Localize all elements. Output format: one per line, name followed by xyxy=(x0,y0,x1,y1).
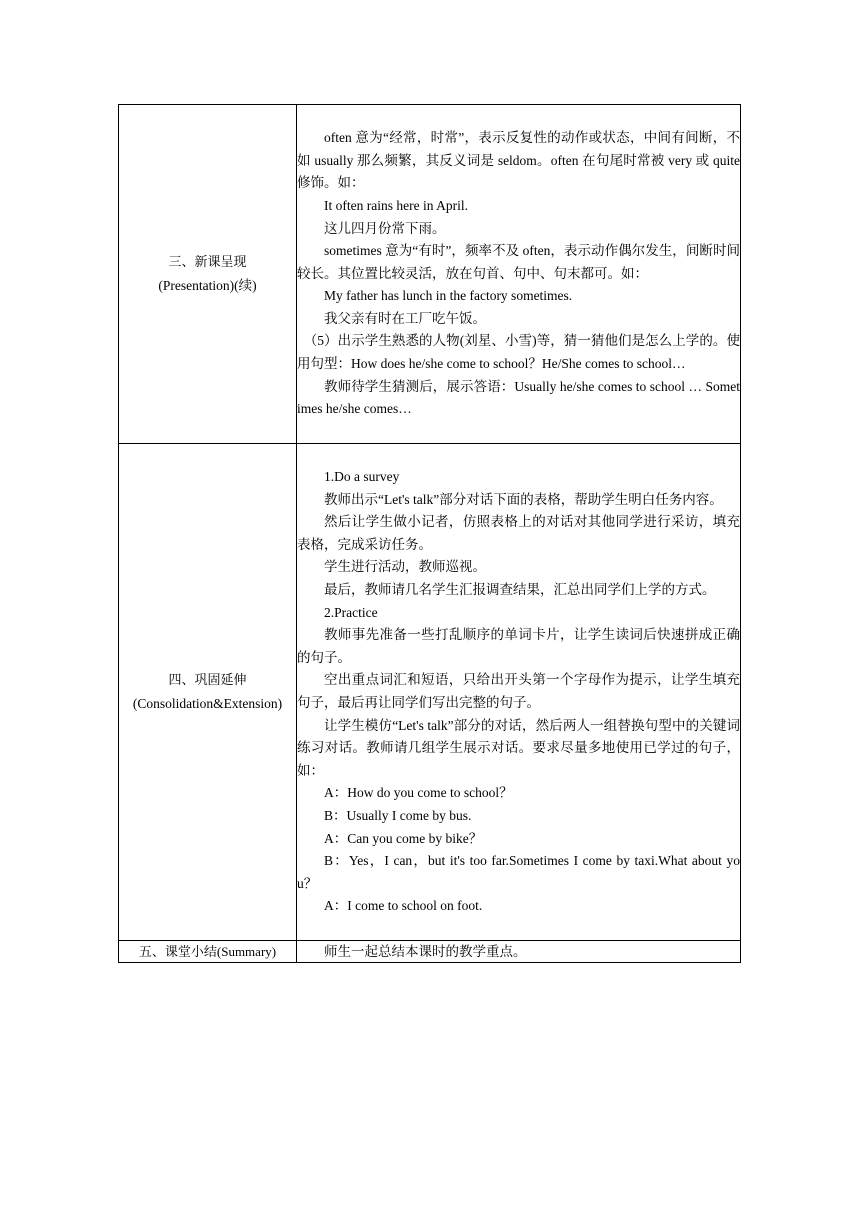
example-sentence-zh: 我父亲有时在工厂吃午饭。 xyxy=(324,310,486,326)
presentation-label-zh: 三、新课呈现 xyxy=(168,255,247,270)
practice-step: 空出重点词汇和短语，只给出开头第一个字母作为提示，让学生填充句子，最后再让同学们写出完整的句子。 xyxy=(297,672,740,710)
practice-step: 教师事先准备一些打乱顺序的单词卡片，让学生读词后快速拼成正确的句子。 xyxy=(297,627,740,665)
summary-row xyxy=(119,941,741,963)
survey-step: 教师出示“Let's talk”部分对话下面的表格，帮助学生明白任务内容。 xyxy=(324,491,723,507)
lesson-plan-table xyxy=(118,104,741,963)
often-explanation: often 意为“经常，时常”，表示反复性的动作或状态，中间有间断，不如 usually 那么频繁，其反义词是 seldom。often 在句尾时常被 very 或 quite 修饰。如： xyxy=(297,130,740,191)
summary-content-cell xyxy=(297,941,741,963)
dialogue-line: A：Can you come by bike？ xyxy=(324,830,483,846)
consolidation-label-zh: 四、巩固延伸 xyxy=(168,673,247,688)
dialogue-line: A：How do you come to school？ xyxy=(324,785,513,801)
consolidation-content-cell xyxy=(297,444,741,941)
presentation-content-cell xyxy=(297,105,741,444)
dialogue-line: A：I come to school on foot. xyxy=(324,898,483,914)
survey-step: 然后让学生做小记者，仿照表格上的对话对其他同学进行采访，填充表格，完成采访任务。 xyxy=(297,514,740,552)
summary-label-cell: 五、课堂小结(Summary) xyxy=(119,941,297,963)
answer-paragraph: 教师待学生猜测后，展示答语：Usually he/she comes to school … Sometimes he/she comes… xyxy=(297,378,740,417)
consolidation-label-en: (Consolidation&Extension) xyxy=(132,696,283,711)
consolidation-row xyxy=(119,444,741,941)
step-5-paragraph: （5）出示学生熟悉的人物(刘星、小雪)等，猜一猜他们是怎么上学的。使用句型：How does he/she come to school？He/She comes to school… xyxy=(297,333,740,372)
dialogue-line: B：Usually I come by bus. xyxy=(324,807,472,823)
example-sentence-en: It often rains here in April. xyxy=(324,197,468,213)
summary-text: 师生一起总结本课时的教学重点。 xyxy=(324,943,527,959)
consolidation-label-cell xyxy=(119,444,297,941)
sometimes-explanation: sometimes 意为“有时”，频率不及 often，表示动作偶尔发生，间断时间较长。其位置比较灵活，放在句首、句中、句末都可。如： xyxy=(297,243,740,281)
example-sentence-zh: 这儿四月份常下雨。 xyxy=(324,220,446,236)
example-sentence-en: My father has lunch in the factory sometimes. xyxy=(324,288,573,304)
survey-step: 学生进行活动，教师巡视。 xyxy=(324,559,486,575)
presentation-label-cell xyxy=(119,105,297,444)
survey-step: 最后，教师请几名学生汇报调查结果，汇总出同学们上学的方式。 xyxy=(324,582,716,598)
survey-heading: 1.Do a survey xyxy=(324,469,400,485)
practice-step: 让学生模仿“Let's talk”部分的对话，然后两人一组替换句型中的关键词练习对话。教师请几组学生展示对话。要求尽量多地使用已学过的句子，如： xyxy=(297,717,740,778)
practice-heading: 2.Practice xyxy=(324,604,378,620)
presentation-row xyxy=(119,105,741,444)
presentation-label-en: (Presentation)(续) xyxy=(158,278,257,293)
dialogue-line: B：Yes，I can，but it's too far.Sometimes I come by taxi.What about you？ xyxy=(297,853,740,891)
